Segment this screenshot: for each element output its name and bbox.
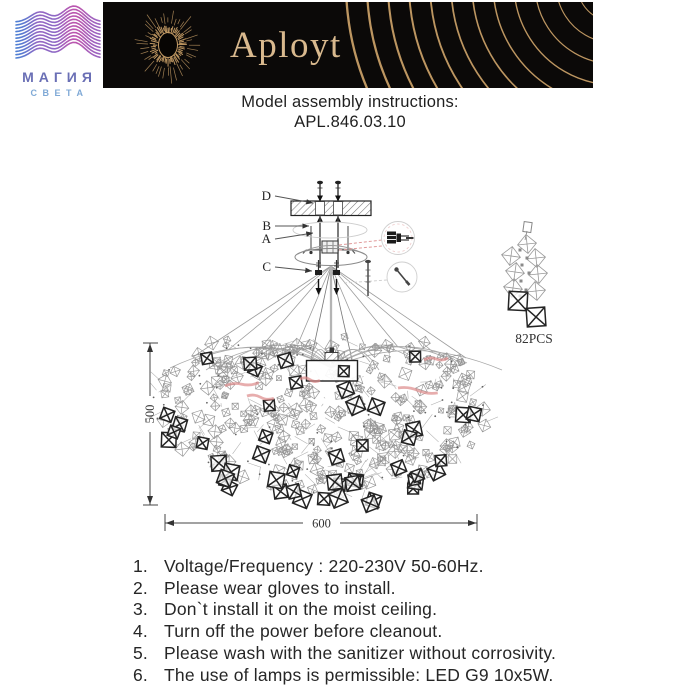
- screw-detail: [344, 260, 417, 296]
- instruction-text: Don`t install it on the moist ceiling.: [164, 599, 438, 620]
- instruction-text: Turn off the power before cleanout.: [164, 621, 443, 642]
- dim-height-value: 500: [143, 404, 157, 424]
- instruction-item: [133, 621, 603, 643]
- instruction-item: [133, 599, 603, 621]
- instruction-item: [133, 578, 603, 600]
- label-a: A: [261, 231, 271, 246]
- dim-width-value: 600: [312, 516, 331, 531]
- store-logo-subtitle: СВЕТА: [30, 88, 89, 98]
- instruction-list: [133, 556, 603, 686]
- model-number: APL.846.03.10: [294, 113, 406, 131]
- instruction-item: [133, 556, 603, 578]
- instruction-number: 4.: [133, 621, 148, 642]
- driver-box: [307, 348, 358, 382]
- spare-crystal-strand: [500, 222, 552, 346]
- label-c: C: [262, 259, 271, 274]
- instruction-number: 5.: [133, 642, 148, 663]
- instruction-number: 6.: [133, 664, 148, 685]
- strand-crystals: [500, 231, 548, 327]
- store-logo-title: МАГИЯ: [22, 69, 97, 85]
- pcs-count-label: 82PCS: [515, 331, 553, 346]
- instruction-number: 1.: [133, 556, 148, 576]
- brand-name: Aployt: [230, 24, 342, 66]
- instruction-text: Please wear gloves to install.: [164, 577, 396, 598]
- instruction-item: [133, 665, 603, 687]
- ceiling-bar: [291, 201, 371, 216]
- instruction-text: Voltage/Frequency : 220-230V 50-60Hz.: [164, 556, 484, 576]
- page-title: Model assembly instructions:: [241, 93, 459, 111]
- instruction-text: The use of lamps is permissible: LED G9 10x5W.: [164, 664, 554, 685]
- instruction-number: 2.: [133, 577, 148, 598]
- instruction-item: [133, 643, 603, 665]
- instruction-text: Please wash with the sanitizer without corrosivity.: [164, 642, 557, 663]
- instruction-number: 3.: [133, 599, 148, 620]
- junction-box: [322, 241, 338, 253]
- label-b: B: [262, 218, 271, 233]
- width-dimension: [165, 514, 477, 531]
- label-d: D: [261, 188, 271, 203]
- height-dimension: [143, 343, 158, 505]
